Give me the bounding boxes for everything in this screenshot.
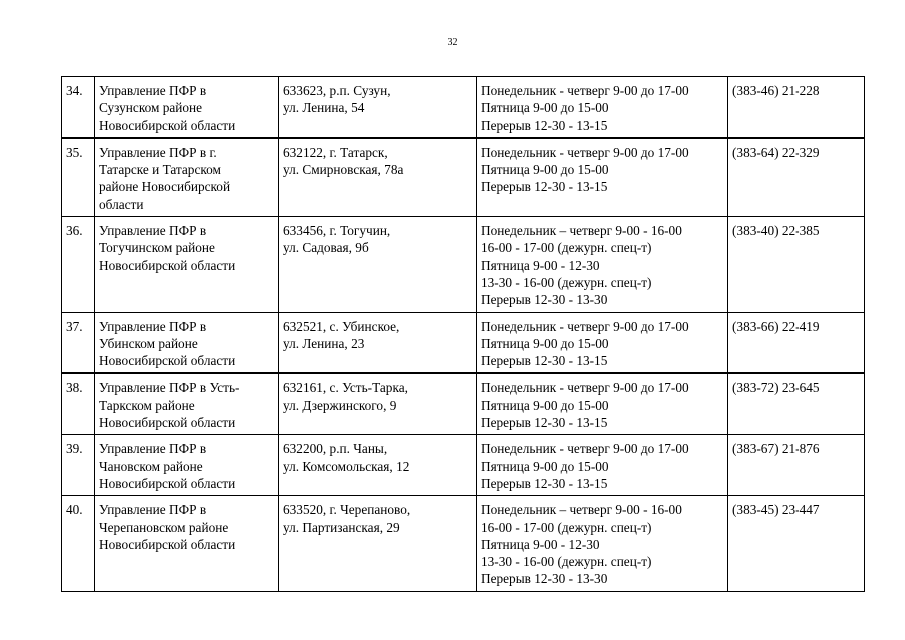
office-name: [95, 435, 279, 496]
address-line: 632521, с. Убинское,: [283, 318, 400, 334]
table-row: [62, 217, 865, 312]
office-name-line: Управление ПФР в г.: [99, 144, 217, 160]
address-line: ул. Смирновская, 78а: [283, 162, 404, 178]
office-address: [279, 217, 477, 312]
office-phone: (383-46) 21-228: [728, 77, 865, 138]
hours-line: Пятница 9-00 до 15-00: [481, 335, 609, 351]
office-name-line: области: [99, 196, 144, 212]
office-phone: (383-64) 22-329: [728, 138, 865, 217]
office-address: [279, 138, 477, 217]
hours-line: Понедельник - четверг 9-00 до 17-00: [481, 441, 689, 457]
hours-line: Пятница 9-00 до 15-00: [481, 397, 609, 413]
row-number: 36.: [62, 217, 95, 312]
row-number: 39.: [62, 435, 95, 496]
office-phone: (383-72) 23-645: [728, 373, 865, 434]
office-phone: (383-40) 22-385: [728, 217, 865, 312]
office-phone: (383-66) 22-419: [728, 312, 865, 373]
office-address: [279, 373, 477, 434]
address-line: ул. Ленина, 54: [283, 100, 365, 116]
office-name-line: Новосибирской области: [99, 257, 236, 273]
office-name-line: Черепановском районе: [99, 519, 229, 535]
address-line: 633520, г. Черепаново,: [283, 502, 411, 518]
office-name-line: Новосибирской области: [99, 536, 236, 552]
office-hours: [477, 496, 728, 591]
office-hours: [477, 373, 728, 434]
office-name-line: Управление ПФР в: [99, 441, 207, 457]
hours-line: Перерыв 12-30 - 13-15: [481, 179, 608, 195]
office-name: [95, 138, 279, 217]
office-hours: [477, 77, 728, 138]
office-name-line: Чановском районе: [99, 458, 203, 474]
office-name-line: Управление ПФР в: [99, 502, 207, 518]
row-number: 35.: [62, 138, 95, 217]
address-line: ул. Комсомольская, 12: [283, 458, 410, 474]
address-line: ул. Ленина, 23: [283, 335, 365, 351]
address-line: 632161, с. Усть-Тарка,: [283, 380, 408, 396]
office-name-line: Убинском районе: [99, 335, 198, 351]
offices-table-body: [62, 77, 865, 592]
office-name: [95, 312, 279, 373]
office-name: [95, 373, 279, 434]
address-line: 632200, р.п. Чаны,: [283, 441, 388, 457]
hours-line: Понедельник - четверг 9-00 до 17-00: [481, 318, 689, 334]
office-address: [279, 496, 477, 591]
office-name-line: Управление ПФР в Усть-: [99, 380, 240, 396]
office-name: [95, 77, 279, 138]
office-phone: (383-45) 23-447: [728, 496, 865, 591]
office-hours: [477, 217, 728, 312]
hours-line: 16-00 - 17-00 (дежурн. спец-т): [481, 519, 652, 535]
hours-line: Перерыв 12-30 - 13-30: [481, 571, 608, 587]
row-number: 37.: [62, 312, 95, 373]
address-line: ул. Дзержинского, 9: [283, 397, 397, 413]
hours-line: Перерыв 12-30 - 13-15: [481, 117, 608, 133]
office-address: [279, 312, 477, 373]
hours-line: Понедельник - четверг 9-00 до 17-00: [481, 380, 689, 396]
hours-line: Понедельник – четверг 9-00 - 16-00: [481, 223, 682, 239]
hours-line: 13-30 - 16-00 (дежурн. спец-т): [481, 274, 652, 290]
office-phone: (383-67) 21-876: [728, 435, 865, 496]
address-line: 633456, г. Тогучин,: [283, 223, 391, 239]
hours-line: Понедельник - четверг 9-00 до 17-00: [481, 144, 689, 160]
hours-line: Пятница 9-00 до 15-00: [481, 458, 609, 474]
hours-line: Пятница 9-00 до 15-00: [481, 100, 609, 116]
table-row: [62, 312, 865, 373]
office-name-line: Новосибирской области: [99, 117, 236, 133]
hours-line: Понедельник – четверг 9-00 - 16-00: [481, 502, 682, 518]
office-name-line: районе Новосибирской: [99, 179, 231, 195]
office-address: [279, 435, 477, 496]
hours-line: Пятница 9-00 до 15-00: [481, 162, 609, 178]
hours-line: Пятница 9-00 - 12-30: [481, 536, 600, 552]
office-address: [279, 77, 477, 138]
row-number: 38.: [62, 373, 95, 434]
office-name-line: Сузунском районе: [99, 100, 203, 116]
page-number: 32: [447, 37, 458, 48]
table-row: [62, 435, 865, 496]
office-name-line: Тогучинском районе: [99, 240, 215, 256]
office-name-line: Новосибирской области: [99, 475, 236, 491]
office-name-line: Управление ПФР в: [99, 83, 207, 98]
hours-line: Пятница 9-00 - 12-30: [481, 257, 600, 273]
hours-line: Перерыв 12-30 - 13-30: [481, 292, 608, 308]
hours-line: Перерыв 12-30 - 13-15: [481, 415, 608, 431]
address-line: ул. Партизанская, 29: [283, 519, 400, 535]
row-number: 40.: [62, 496, 95, 591]
row-number: 34.: [62, 77, 95, 138]
hours-line: 13-30 - 16-00 (дежурн. спец-т): [481, 554, 652, 570]
office-hours: [477, 312, 728, 373]
office-name-line: Татарске и Татарском: [99, 162, 221, 178]
office-hours: [477, 435, 728, 496]
address-line: 633623, р.п. Сузун,: [283, 83, 391, 98]
office-name-line: Управление ПФР в: [99, 223, 207, 239]
table-row: [62, 77, 865, 138]
office-name: [95, 217, 279, 312]
office-name-line: Новосибирской области: [99, 415, 236, 431]
hours-line: Перерыв 12-30 - 13-15: [481, 353, 608, 369]
office-name: [95, 496, 279, 591]
table-row: [62, 138, 865, 217]
office-name-line: Управление ПФР в: [99, 318, 207, 334]
table-row: [62, 496, 865, 591]
address-line: 632122, г. Татарск,: [283, 144, 388, 160]
office-name-line: Таркском районе: [99, 397, 195, 413]
hours-line: 16-00 - 17-00 (дежурн. спец-т): [481, 240, 652, 256]
hours-line: Перерыв 12-30 - 13-15: [481, 475, 608, 491]
address-line: ул. Садовая, 9б: [283, 240, 369, 256]
office-hours: [477, 138, 728, 217]
table-row: [62, 373, 865, 434]
hours-line: Понедельник - четверг 9-00 до 17-00: [481, 83, 689, 98]
office-name-line: Новосибирской области: [99, 353, 236, 369]
offices-table: [61, 76, 865, 592]
